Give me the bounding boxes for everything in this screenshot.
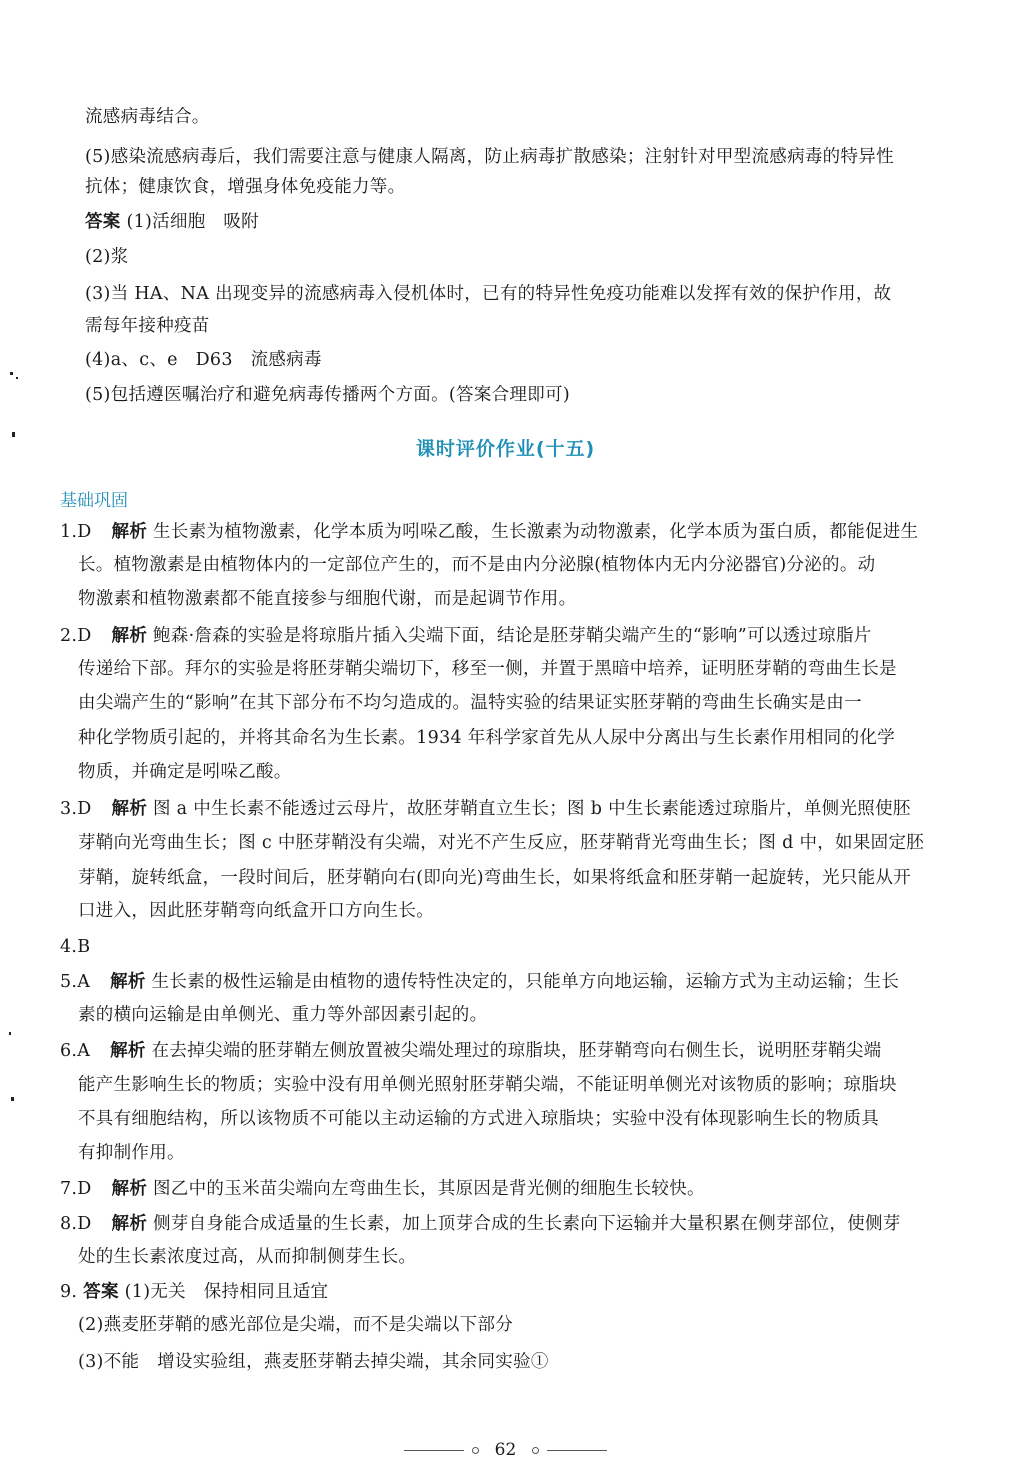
scan-mark — [11, 1097, 14, 1101]
text-line: 种化学物质引起的，并将其命名为生长素。1934 年科学家首先从人尿中分离出与生长素作用相同的化学 — [78, 728, 895, 748]
footer-rule — [404, 1450, 464, 1451]
analysis-text: 生长素的极性运输是由植物的遗传特性决定的，只能单方向地运输，运输方式为主动运输；生长 — [151, 972, 900, 992]
scan-mark — [10, 372, 13, 375]
answer-line: (4)a、c、e D63 流感病毒 — [85, 350, 322, 370]
question-9 — [60, 1280, 328, 1304]
question-7 — [60, 1177, 705, 1201]
analysis-text: 在去掉尖端的胚芽鞘左侧放置被尖端处理过的琼脂块，胚芽鞘弯向右侧生长，说明胚芽鞘尖端 — [151, 1041, 882, 1061]
answer-line — [85, 210, 259, 234]
scan-mark — [9, 1032, 11, 1035]
answer-line: (2)浆 — [85, 247, 129, 267]
question-8 — [60, 1212, 901, 1236]
question-number: 6.A — [60, 1041, 91, 1061]
footer-rule — [547, 1450, 607, 1451]
question-2 — [60, 624, 872, 648]
analysis-text: 生长素为植物激素，化学本质为吲哚乙酸，生长激素为动物激素，化学本质为蛋白质，都能促进生 — [153, 522, 919, 542]
question-6 — [60, 1039, 881, 1063]
analysis-text: 侧芽自身能合成适量的生长素，加上顶芽合成的生长素向下运输并大量积累在侧芽部位，使侧芽 — [153, 1214, 901, 1234]
text-line: 传递给下部。拜尔的实验是将胚芽鞘尖端切下，移至一侧，并置于黑暗中培养，证明胚芽鞘的弯曲生长是 — [78, 659, 897, 679]
text-line: (5)感染流感病毒后，我们需要注意与健康人隔离，防止病毒扩散感染；注射针对甲型流感病毒的特异性 — [85, 147, 894, 167]
assignment-title: 课时评价作业(十五) — [415, 438, 596, 460]
question-number: 1.D — [60, 522, 92, 542]
answer-label: 答案 — [85, 212, 121, 232]
scan-mark — [12, 432, 15, 437]
answer-text: (1)活细胞 吸附 — [126, 212, 259, 232]
text-line: 不具有细胞结构，所以该物质不可能以主动运输的方式进入琼脂块；实验中没有体现影响生长的物质具 — [78, 1109, 879, 1129]
text-line: 处的生长素浓度过高，从而抑制侧芽生长。 — [78, 1247, 417, 1267]
question-3 — [60, 797, 911, 821]
analysis-label: 解析 — [111, 626, 148, 646]
text-line: 芽鞘向光弯曲生长；图 c 中胚芽鞘没有尖端，对光不产生反应，胚芽鞘背光弯曲生长；图 d 中，如果固定胚 — [78, 833, 925, 853]
scan-mark — [16, 377, 18, 379]
answer-line: (3)当 HA、NA 出现变异的流感病毒入侵机体时，已有的特异性免疫功能难以发挥有效的保护作用，故 — [85, 284, 892, 304]
text-line: 由尖端产生的“影响”在其下部分布不均匀造成的。温特实验的结果证实胚芽鞘的弯曲生长确实是由一 — [78, 693, 862, 713]
question-number: 2.D — [60, 626, 92, 646]
answer-text: (1)无关 保持相同且适宜 — [124, 1282, 329, 1302]
analysis-label: 解析 — [111, 799, 148, 819]
footer-dot — [472, 1447, 479, 1454]
answer-line: (3)不能 增设实验组，燕麦胚芽鞘去掉尖端，其余同实验① — [78, 1352, 549, 1372]
analysis-label: 解析 — [110, 1041, 146, 1061]
question-5 — [60, 970, 899, 994]
text-line: 物质，并确定是吲哚乙酸。 — [78, 762, 292, 782]
analysis-text: 图 a 中生长素不能透过云母片，故胚芽鞘直立生长；图 b 中生长素能透过琼脂片，单侧光照使胚 — [153, 799, 911, 819]
answer-line: 需每年接种疫苗 — [85, 316, 210, 336]
answer-label: 答案 — [83, 1282, 119, 1302]
analysis-label: 解析 — [111, 1179, 148, 1199]
text-line: 芽鞘，旋转纸盒，一段时间后，胚芽鞘向右(即向光)弯曲生长，如果将纸盒和胚芽鞘一起旋转，光只能从开 — [78, 868, 912, 888]
question-1 — [60, 520, 918, 544]
text-line: 能产生影响生长的物质；实验中没有用单侧光照射胚芽鞘尖端，不能证明单侧光对该物质的影响；琼脂块 — [78, 1075, 897, 1095]
answer-line: (2)燕麦胚芽鞘的感光部位是尖端，而不是尖端以下部分 — [78, 1315, 514, 1335]
question-number: 3.D — [60, 799, 92, 819]
question-4 — [60, 935, 90, 959]
answer-line: (5)包括遵医嘱治疗和避免病毒传播两个方面。(答案合理即可) — [85, 385, 570, 405]
text-line: 口进入，因此胚芽鞘弯向纸盒开口方向生长。 — [78, 901, 434, 921]
question-number: 4.B — [60, 937, 91, 957]
question-number: 7.D — [60, 1179, 92, 1199]
question-number: 5.A — [60, 972, 91, 992]
analysis-text: 图乙中的玉米苗尖端向左弯曲生长，其原因是背光侧的细胞生长较快。 — [153, 1179, 705, 1199]
question-number: 9. — [60, 1282, 78, 1302]
section-heading: 基础巩固 — [60, 491, 128, 511]
text-line: 有抑制作用。 — [78, 1143, 185, 1163]
analysis-label: 解析 — [111, 522, 148, 542]
page-footer — [0, 1440, 1011, 1460]
text-line: 物激素和植物激素都不能直接参与细胞代谢，而是起调节作用。 — [78, 589, 577, 609]
footer-dot — [532, 1447, 539, 1454]
question-number: 8.D — [60, 1214, 92, 1234]
text-line: 抗体；健康饮食，增强身体免疫能力等。 — [85, 177, 406, 197]
analysis-label: 解析 — [111, 1214, 148, 1234]
page-number: 62 — [494, 1440, 517, 1460]
text-line: 素的横向运输是由单侧光、重力等外部因素引起的。 — [78, 1005, 488, 1025]
text-line: 长。植物激素是由植物体内的一定部位产生的，而不是由内分泌腺(植物体内无内分泌器官)分泌的。动 — [78, 555, 876, 575]
text-line: 流感病毒结合。 — [85, 107, 210, 127]
analysis-text: 鲍森·詹森的实验是将琼脂片插入尖端下面，结论是胚芽鞘尖端产生的“影响”可以透过琼脂片 — [153, 626, 872, 646]
analysis-label: 解析 — [110, 972, 146, 992]
